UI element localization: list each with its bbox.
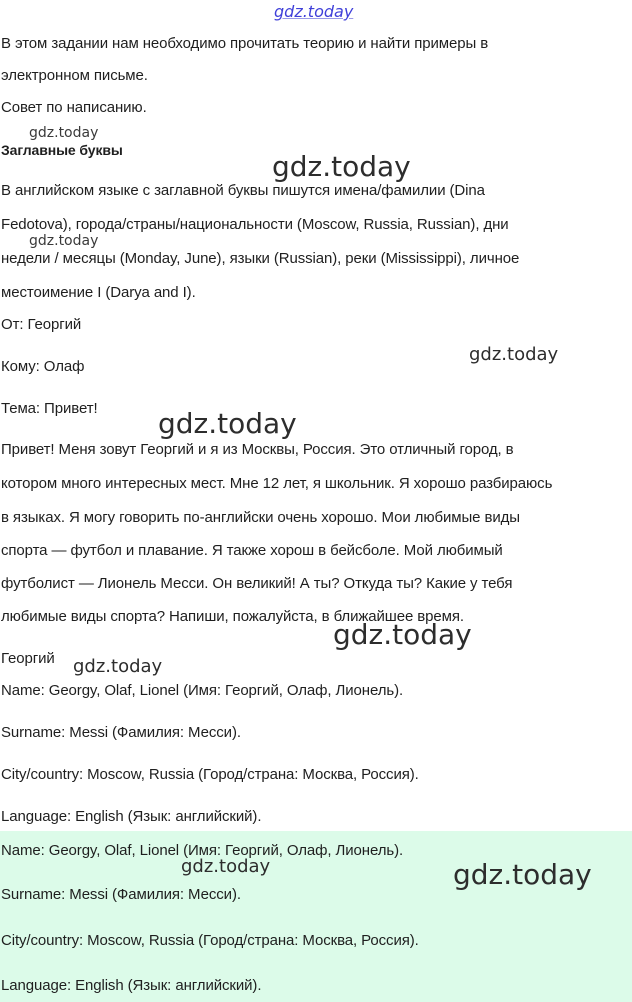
watermark: gdz.today — [453, 858, 592, 891]
watermark: gdz.today — [181, 856, 271, 877]
rule-line-2: Fedotova), города/страны/национальности (Moscow, Russia, Russian), дни — [1, 216, 509, 233]
answer-language: Language: English (Язык: английский). — [1, 977, 262, 994]
email-to: Кому: Олаф — [1, 358, 85, 375]
example-name: Name: Georgy, Olaf, Lionel (Имя: Георгий, Олаф, Лионель). — [1, 682, 404, 699]
email-subject: Тема: Привет! — [1, 400, 98, 417]
email-body-line-2: котором много интересных мест. Мне 12 лет, я школьник. Я хорошо разбираюсь — [1, 475, 553, 492]
watermark: gdz.today — [333, 618, 472, 651]
rule-line-4: местоимение I (Darya and I). — [1, 284, 196, 301]
example-language: Language: English (Язык: английский). — [1, 808, 262, 825]
email-body-line-3: в языках. Я могу говорить по-английски очень хорошо. Мои любимые виды — [1, 509, 520, 526]
section-heading: Заглавные буквы — [1, 142, 123, 158]
watermark: gdz.today — [29, 233, 99, 249]
example-city-country: City/country: Moscow, Russia (Город/страна: Москва, Россия). — [1, 766, 419, 783]
intro-line-1: В этом задании нам необходимо прочитать теорию и найти примеры в — [1, 35, 489, 52]
intro-line-2: электронном письме. — [1, 67, 148, 84]
site-watermark-link[interactable]: gdz.today — [274, 2, 354, 21]
email-body-line-5: футболист — Лионель Месси. Он великий! А ты? Откуда ты? Какие у тебя — [1, 575, 513, 592]
example-surname: Surname: Messi (Фамилия: Месси). — [1, 724, 241, 741]
watermark: gdz.today — [73, 656, 163, 677]
watermark: gdz.today — [29, 125, 99, 141]
watermark: gdz.today — [272, 150, 411, 183]
watermark: gdz.today — [158, 407, 297, 440]
answer-city-country: City/country: Moscow, Russia (Город/страна: Москва, Россия). — [1, 932, 419, 949]
answer-name: Name: Georgy, Olaf, Lionel (Имя: Георгий, Олаф, Лионель). — [1, 842, 404, 859]
writing-tip: Совет по написанию. — [1, 99, 147, 116]
rule-line-1: В английском языке с заглавной буквы пишутся имена/фамилии (Dina — [1, 182, 485, 199]
email-body-line-4: спорта — футбол и плавание. Я также хорош в бейсболе. Мой любимый — [1, 542, 503, 559]
email-body-line-6: любимые виды спорта? Напиши, пожалуйста, в ближайшее время. — [1, 608, 464, 625]
answer-surname: Surname: Messi (Фамилия: Месси). — [1, 886, 241, 903]
email-body-line-1: Привет! Меня зовут Георгий и я из Москвы, Россия. Это отличный город, в — [1, 441, 514, 458]
email-from: От: Георгий — [1, 316, 82, 333]
email-signature: Георгий — [1, 650, 55, 667]
rule-line-3: недели / месяцы (Monday, June), языки (Russian), реки (Mississippi), личное — [1, 250, 520, 267]
watermark: gdz.today — [469, 344, 559, 365]
